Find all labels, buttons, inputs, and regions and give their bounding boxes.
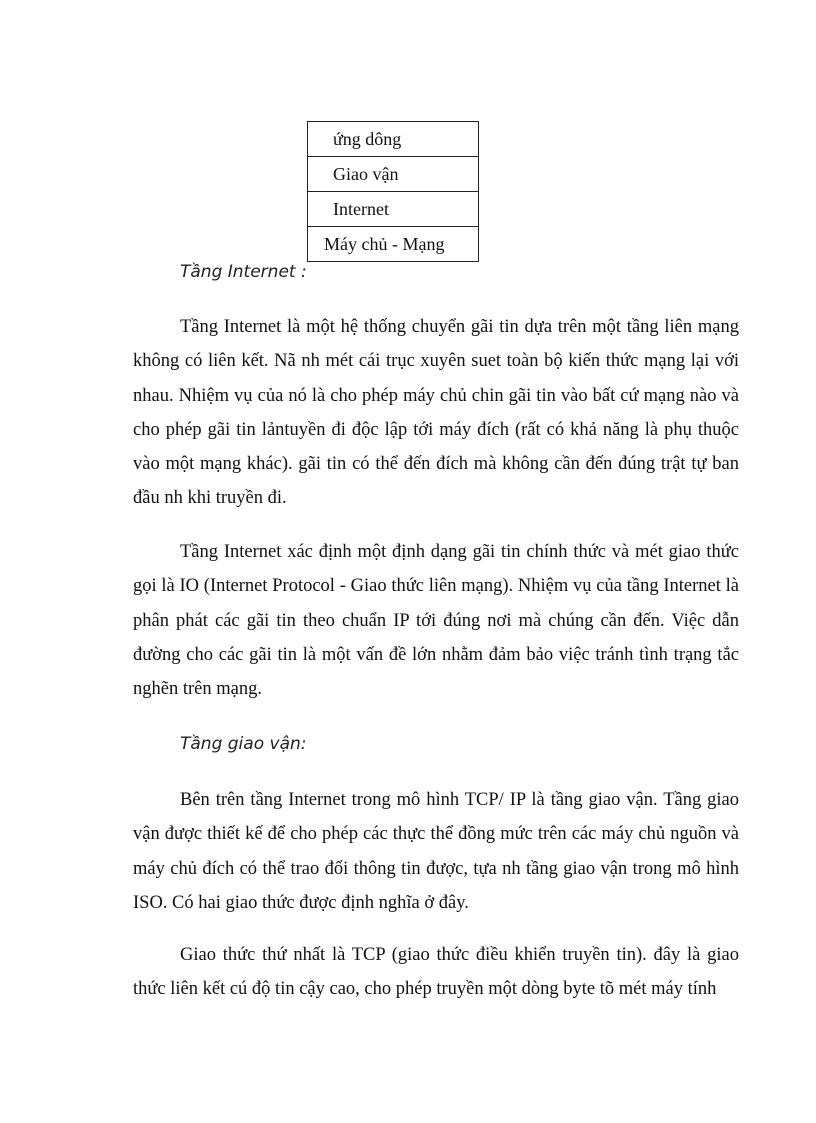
paragraph-transport-2: Giao thức thứ nhất là TCP (giao thức điều khiển truyền tin). đây là giao thức liên kết cú độ tin cậy cao, cho phép truyền một dòng byte tõ mét máy tính: [133, 945, 739, 1000]
paragraph-internet-2: Tầng Internet xác định một định dạng gãi tin chính thức và mét giao thức gọi là IO (Internet Protocol - Giao thức liên mạng). Nhiệm vụ của tầng Internet là phân phát các gãi tin theo chuẩn IP tới đúng nơi mà chúng cần đến. Việc dẫn đường cho các gãi tin là một vấn đề lớn nhằm đảm bảo việc tránh tình trạng tắc nghẽn trên mạng.: [133, 542, 739, 700]
layer-stack-table: [307, 121, 479, 262]
layer-cell: Internet: [308, 192, 479, 227]
paragraph-internet-1: Tầng Internet là một hệ thống chuyển gãi tin dựa trên một tầng liên mạng không có liên kết. Nã nh mét cái trục xuyên suet toàn bộ kiến thức mạng lại với nhau. Nhiệm vụ của nó là cho phép máy chủ chin gãi tin vào bất cứ mạng nào và cho phép gãi tin lảntuyền đi độc lập tới máy đích (rất có khả năng là phụ thuộc vào một mạng khác). gãi tin có thể đến đích mà không cần đến đúng trật tự ban đầu nh khi truyền đi.: [133, 317, 739, 509]
layer-row: [308, 157, 479, 192]
layer-cell: ứng dông: [308, 122, 479, 157]
layer-cell: Giao vận: [308, 157, 479, 192]
paragraph-transport-1: Bên trên tầng Internet trong mô hình TCP/ IP là tầng giao vận. Tầng giao vận được thiết kế để cho phép các thực thể đồng mức trên các máy chủ nguồn và máy chủ đích có thể trao đổi thông tin được, tựa nh tầng giao vận trong mô hình ISO. Có hai giao thức được định nghĩa ở đây.: [133, 790, 739, 913]
layer-row: [308, 227, 479, 262]
layer-cell: Máy chủ - Mạng: [308, 227, 479, 262]
layer-row: [308, 122, 479, 157]
layer-row: [308, 192, 479, 227]
section-heading-transport: Tầng giao vận:: [180, 734, 307, 754]
section-heading-internet: Tầng Internet :: [180, 262, 307, 282]
